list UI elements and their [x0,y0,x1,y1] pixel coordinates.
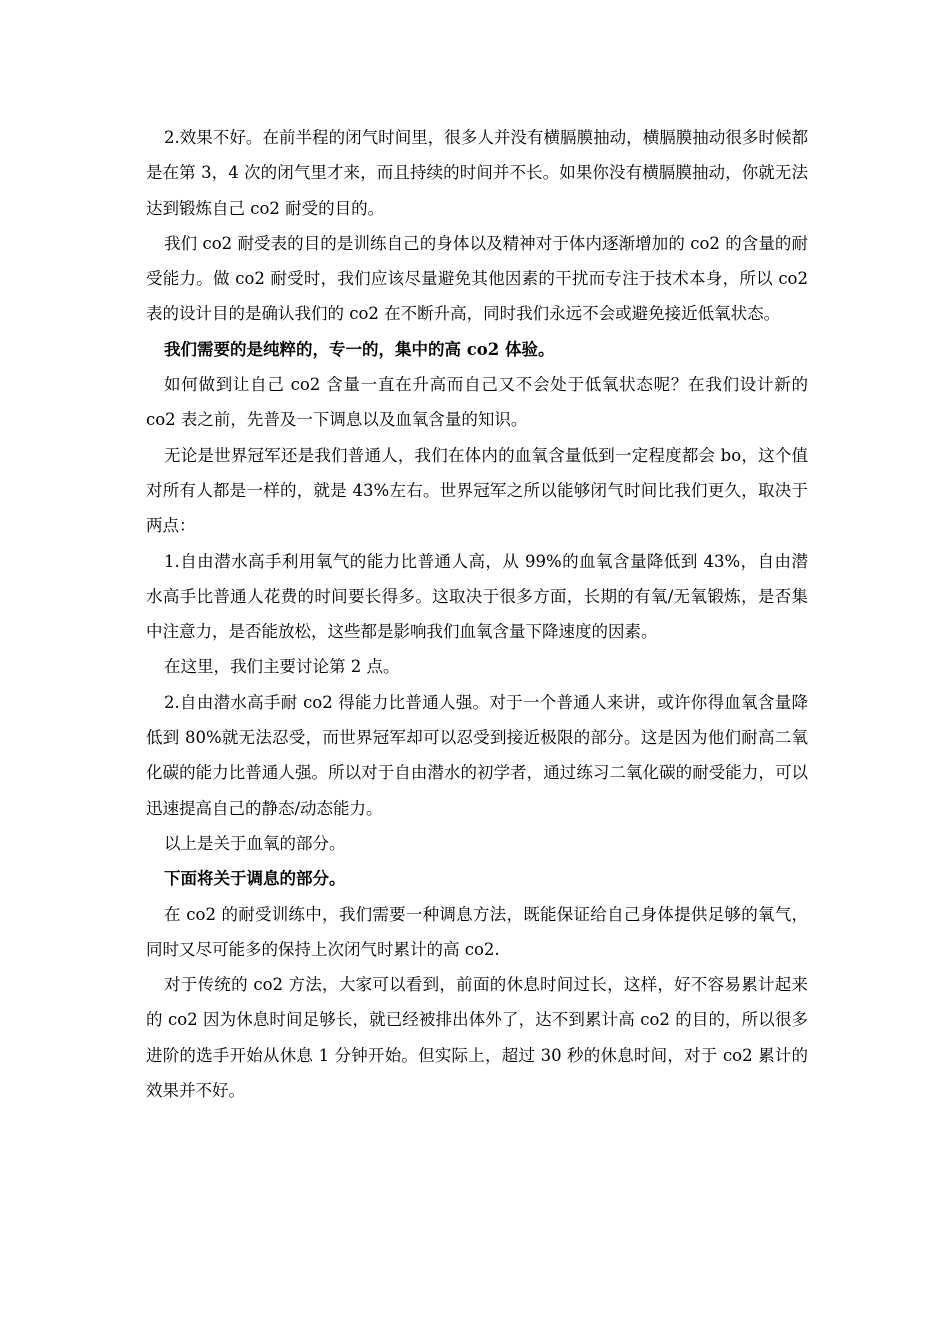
bold-heading-breathing: 下面将关于调息的部分。 [164,869,346,889]
paragraph-2: 我们 co2 耐受表的目的是训练自己的身体以及精神对于体内逐渐增加的 co2 的含量的耐受能力。做 co2 耐受时，我们应该尽量避免其他因素的干扰而专注于技术本身，所以 co2 表的设计目的是确认我们的 co2 在不断升高，同时我们永远不会或避免接近低氧状态。 [146,233,808,324]
document-page [146,120,808,1108]
paragraph-12: 对于传统的 co2 方法，大家可以看到，前面的休息时间过长，这样，好不容易累计起来的 co2 因为休息时间足够长，就已经被排出体外了，达不到累计高 co2 的目的，所以很多进阶的选手开始从休息 1 分钟开始。但实际上，超过 30 秒的休息时间，对于 co2 累计的效果并不好。 [146,975,808,1101]
paragraph-11: 在 co2 的耐受训练中，我们需要一种调息方法，既能保证给自己身体提供足够的氧气，同时又尽可能多的保持上次闭气时累计的高 co2. [146,904,808,959]
paragraph-5: 无论是世界冠军还是我们普通人，我们在体内的血氧含量低到一定程度都会 bo，这个值对所有人都是一样的，就是 43%左右。世界冠军之所以能够闭气时间比我们更久，取决于两点： [146,445,808,536]
paragraph-1: 2.效果不好。在前半程的闭气时间里，很多人并没有横膈膜抽动，横膈膜抽动很多时候都是在第 3，4 次的闭气里才来，而且持续的时间并不长。如果你没有横膈膜抽动，你就无法达到锻炼自己 co2 耐受的目的。 [146,128,808,218]
paragraph-8: 2.自由潜水高手耐 co2 得能力比普通人强。对于一个普通人来讲，或许你得血氧含量降低到 80%就无法忍受，而世界冠军却可以忍受到接近极限的部分。这是因为他们耐高二氧化碳的能力比普通人强。所以对于自由潜水的初学者，通过练习二氧化碳的耐受能力，可以迅速提高自己的静态/动态能力。 [146,692,808,818]
paragraph-6: 1.自由潜水高手利用氧气的能力比普通人高，从 99%的血氧含量降低到 43%，自由潜水高手比普通人花费的时间要长得多。这取决于很多方面，长期的有氧/无氧锻炼，是否集中注意力，是否能放松，这些都是影响我们血氧含量下降速度的因素。 [146,551,808,642]
paragraph-4: 如何做到让自己 co2 含量一直在升高而自己又不会处于低氧状态呢？在我们设计新的 co2 表之前，先普及一下调息以及血氧含量的知识。 [146,375,808,430]
paragraph-7: 在这里，我们主要讨论第 2 点。 [164,657,400,677]
paragraph-9: 以上是关于血氧的部分。 [164,833,346,853]
bold-heading-pure-co2: 我们需要的是纯粹的，专一的，集中的高 co2 体验。 [164,339,555,359]
